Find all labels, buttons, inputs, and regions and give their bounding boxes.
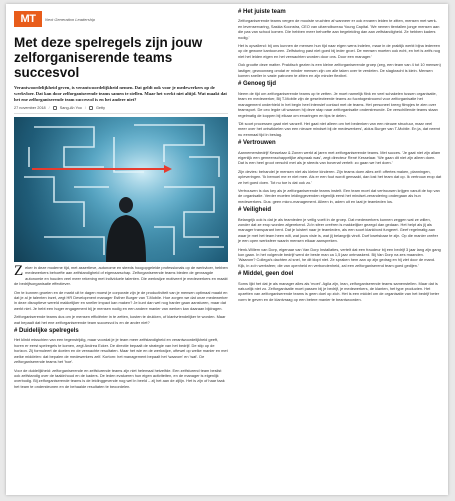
site-header bbox=[14, 10, 228, 28]
left-column bbox=[14, 10, 228, 389]
mt-logo[interactable]: MT bbox=[14, 11, 42, 27]
paragraph: Henk-Willem van Dorp, eigenaar van Van Dorp Installaties, vertelt dat een fraudeur bij een bedrijf 3 jaar lang zijn gang kon gaan. In het volgende bedrijf werd de beste man ca 1,5 jaar ontmaskerd. Bij Van Dorp na zes maanden. 'Waarom? Collega's dachten al snel, he dit klopt niet. Ze spraken hem aan op zijn gedrag en hij ziet door de mand. Kijk, in zo'n werksfeer, die van openheid en verbondenheid, zal een zelforganiserend team goed gedijen.' bbox=[238, 246, 441, 268]
paragraph: 'Dit soort processen gaat niet vanzelf. Het gaat niet alleen om het bedenken van een nieuwe structuur, maar veel meer over het ontwikkelen van een nieuwe mindset bij de medewerkers', aldus Burger van T-Mobile. En ja, dat neemt nu eenmaal tijd in beslag. bbox=[238, 120, 441, 137]
paragraph: Om te kunnen groeien en de markt uit te dagen moest je corporate zijn je de productiviteit van je mensen optimaal maakt en dat je al je talenten inzet, zegt HR Development manager Esther Burger van T-Mobile. Hoe zorgen we dat onze medewerker in deze disruptieve wereld makkelijker en sneller impact kan maken? Je kunt dan wel nog harder gaan aansturen, maar dat werkt niet. Je hebt een hoger engagement bij je mensen nodig en een andere manier van werken kan daaraan bijdragen. bbox=[14, 289, 228, 311]
camera-icon bbox=[89, 106, 93, 110]
drop-cap: Z bbox=[14, 263, 24, 279]
article-body-left bbox=[14, 265, 228, 389]
article-author[interactable]: Sang-Ah Yoo bbox=[59, 106, 82, 110]
paragraph: Zijn devies: behandel je mensen niet als kleine kinderen. Zijn teams doen alles zelf: offertes maken, planningen, opleveringen. 'Ik bemoei me er niet mee. Als er een fout wordt gemaakt, dan lost het team dat op. Ik vertrouw erop dat ze het goed doen. Tot nu toe is dat ook zo.' bbox=[238, 168, 442, 185]
paragraph: Zelforganiserende teams vergen de mooiste vruchten af wanneer er ook ervaren leiden te zitten, mensen met werk- en levenservaring, Saskia Koonstra, CEO van uitzendbureau Young Capital. 'We nemen tientallen jonge mensen aan die pas van school komen. Die hebben meer behoefte aan begeleiding dan aan zelfstandigheid. Ze hebben kaders nodig.' bbox=[238, 18, 440, 40]
maze-illustration bbox=[14, 117, 228, 262]
right-column bbox=[238, 10, 442, 302]
hero-image-maze bbox=[14, 117, 228, 262]
intro-paragraph bbox=[14, 265, 228, 287]
section-heading: # Genoeg tijd bbox=[238, 81, 277, 88]
paragraph: Neem de tijd om zelforganiserende teams op te zetten. Je moet namelijk flink en veel schakelen tussen organisatie, team en medewerker, Bij T-Mobile zijn de geselecteerde teams zo fucntogestroomd voor zelforganisatie het management onderhield in het begin heel intensief contact met de teams. Het personeel kreeg filmpjes te zien over teamsport. De ceo legde uit waarom hij deze stap naar zelforganisatie onderstreunde. De verschillende teams staan regelmatig de koppen bij elkaar om ervaringen en tips te delen. bbox=[238, 90, 438, 118]
paragraph: Het is opvallend: bij ons kunnen de mensen hun tijd naar eigen wens indelen, maar in de praktijk werkt bijna iedereen op de gewone kantooruren. Zelfsturing past niet goed bij ieder groei. De mensen moeten ook echt, en het is zelfs nog niet het leiden eigen en het verwachten worden door ons. Door een manager.' bbox=[238, 43, 441, 59]
intro-text: eker in deze moderne tijd, met assertieve, autonome en steeds hoogopgeleide professionals op de werkvloer, hebben medewerkers behoefte aan zelfstandigheid of eigenaarschap. Zelforganiserende teams bieden de gevraagde autonomie en houden veel meer rekening met individuele talenten. Die werkwijze motiveert je medewerkers en maakt de bedrijfsorganisatie effectiever. bbox=[14, 265, 228, 287]
article-title: Met deze spelregels zijn jouw zelforganiserende teams succesvol bbox=[14, 35, 203, 80]
photo-credit: Getty bbox=[95, 106, 106, 110]
user-icon bbox=[53, 106, 57, 110]
paragraph: Aannemersbedrijf Kesselaar & Zonen werkt al jaren met zelforganiserende teams. Met succes. 'Je gaat niet zijn allam eigenlijk een gemeenschappelijke afspraak was', zegt directeur René Kesselaar. 'We gaan dit niet zijn alleen doen. Dat is een heel groot verschil met als je steeds van bovenaf vertelt: zo gaan we het doen.' bbox=[238, 149, 441, 166]
paragraph: Belangrijk ook is dat je als teamleden je veilig voelt in de groep. Dat medewerkers kunnen zeggen wat ze willen, zonder dat ze erop worden afgerekend. Zo'n sfeer creëren is makkelijker gezegd dan gedaan. Het helpt als jij als manager transparant bent. Dat je luistert naar je teamleden, als een soort klankbord fungeert. Geef regelmatig aan waar je met het team heen wilt, wat jouw visie is, wat jij belangrijk vindt. Durf kwetsbaar te zijn. Op die manier creëer je een open werksfeer waarin mensen elkaar aanspreken. bbox=[238, 216, 439, 244]
meta-separator: / bbox=[84, 106, 86, 110]
section-heading: # Het juiste team bbox=[238, 9, 286, 15]
paragraph: Soms lijkt het dat je als manager alles als 'moet'. Agila zijn, lean, zelforganiserende teams samenstellen. Maar dat is natuurlijk niet zo. Zelforganisatie moet passen bij je bedrijf, je medewerkers, de klanten, het type producten. Het opzetten van zelforganiserende teams is geen doel op zich. Het is een middel om de organisatie van het bedrijf beter vorm te geven en de klantvraag op een betere manier te beantwoorden. bbox=[238, 280, 440, 302]
article-date: 27 november 2018 bbox=[14, 106, 46, 110]
paragraph: Ook grootte deze matter. Praktisch gezien is een kleine zelforganiserende groep (zeg, een team van 4 tot 10 mensen) lastiger, gewoonweg omdat er minder mensen zijn om alle taken over te verdelen. De slagkracht is klein. Mensen komen sneller in vaste patronen te zitten en zijn minder flexibel. bbox=[238, 62, 441, 79]
section-heading: # Vertrouwen bbox=[238, 140, 276, 147]
section-heading: # Middel, geen doel bbox=[238, 271, 294, 278]
article-meta bbox=[14, 106, 228, 114]
paragraph: Het klinkt misschien van een tegenstrijdig, maar voordat je je team meer zelfstandigheid en verantwoordelijkheid geeft, horen er eerst spelregels te komen, zegt Andrea Ecker. De directie bepaalt de strategie van het bedrijf. De stip op de horizon. Zij formuleert de doelen en de verwachte resultaten. Maar het wie en de werkwijze, oftewel op welke manier en met welke middelen: dat bepalen de medewerkers zelf. Kortom: het management bepaalt het 'waarom' en 'wat'. De zelforganiserende teams het 'hoe'. bbox=[14, 337, 228, 365]
paragraph: Vertrouwen is dus key als je zelforganiserende teams instelt. Een team moet dat vertrouwen krijgen vanuit de top van de organisatie. Verder moeten leidinggevenden eigenlijk eerst het mindset-verandering ondergaan als hun medewerkers. Dus: geen micro-management. Alleen in, adem uit en laat je teamleden los. bbox=[238, 187, 440, 204]
paragraph: Voor de duidelijkheid: zelforganiserende en zelfsturende teams zijn niet helemaal hetzelfde. Een zelfsturend team beslist ook zelfstandig over de taakinhoud en de kaders. De leden evalueren hun eigen activiteiten, en de manager is eigenlijk overbodig. Bij zelforganiserende teams is de leidinggevende nog wel in beeld – zij het aan de zijlijn. Het is zijn of haar taak het team te ondersteunen en de behaalde resultaten te beoordelen. bbox=[14, 367, 225, 389]
article-page bbox=[6, 4, 448, 495]
section-heading: # Duidelijke spelregels bbox=[14, 328, 79, 335]
meta-separator: / bbox=[48, 106, 50, 110]
paragraph: Zelforganiserende teams dus om je mensen efficiënter in te zetten, kosten te drukken, of klantvriendelijker te worden. Maar wat bepaalt dat het ene zelforganiserende team succesvol is en de ander niet? bbox=[14, 314, 226, 325]
logo-tagline: Next Generation Leadership bbox=[45, 16, 96, 22]
article-lead: Verantwoordelijkheid geven, is verantwoordelijkheid nemen. Dat geldt ook voor je medewerkers op de werkvloer. Dat kan door zelforganiserende teams samen te stellen. Maar het werkt niet altijd. Wat maakt dat het ene zelforganiserende team succesvol is en het andere niet? bbox=[14, 85, 227, 102]
section-heading: # Veiligheid bbox=[238, 207, 272, 214]
